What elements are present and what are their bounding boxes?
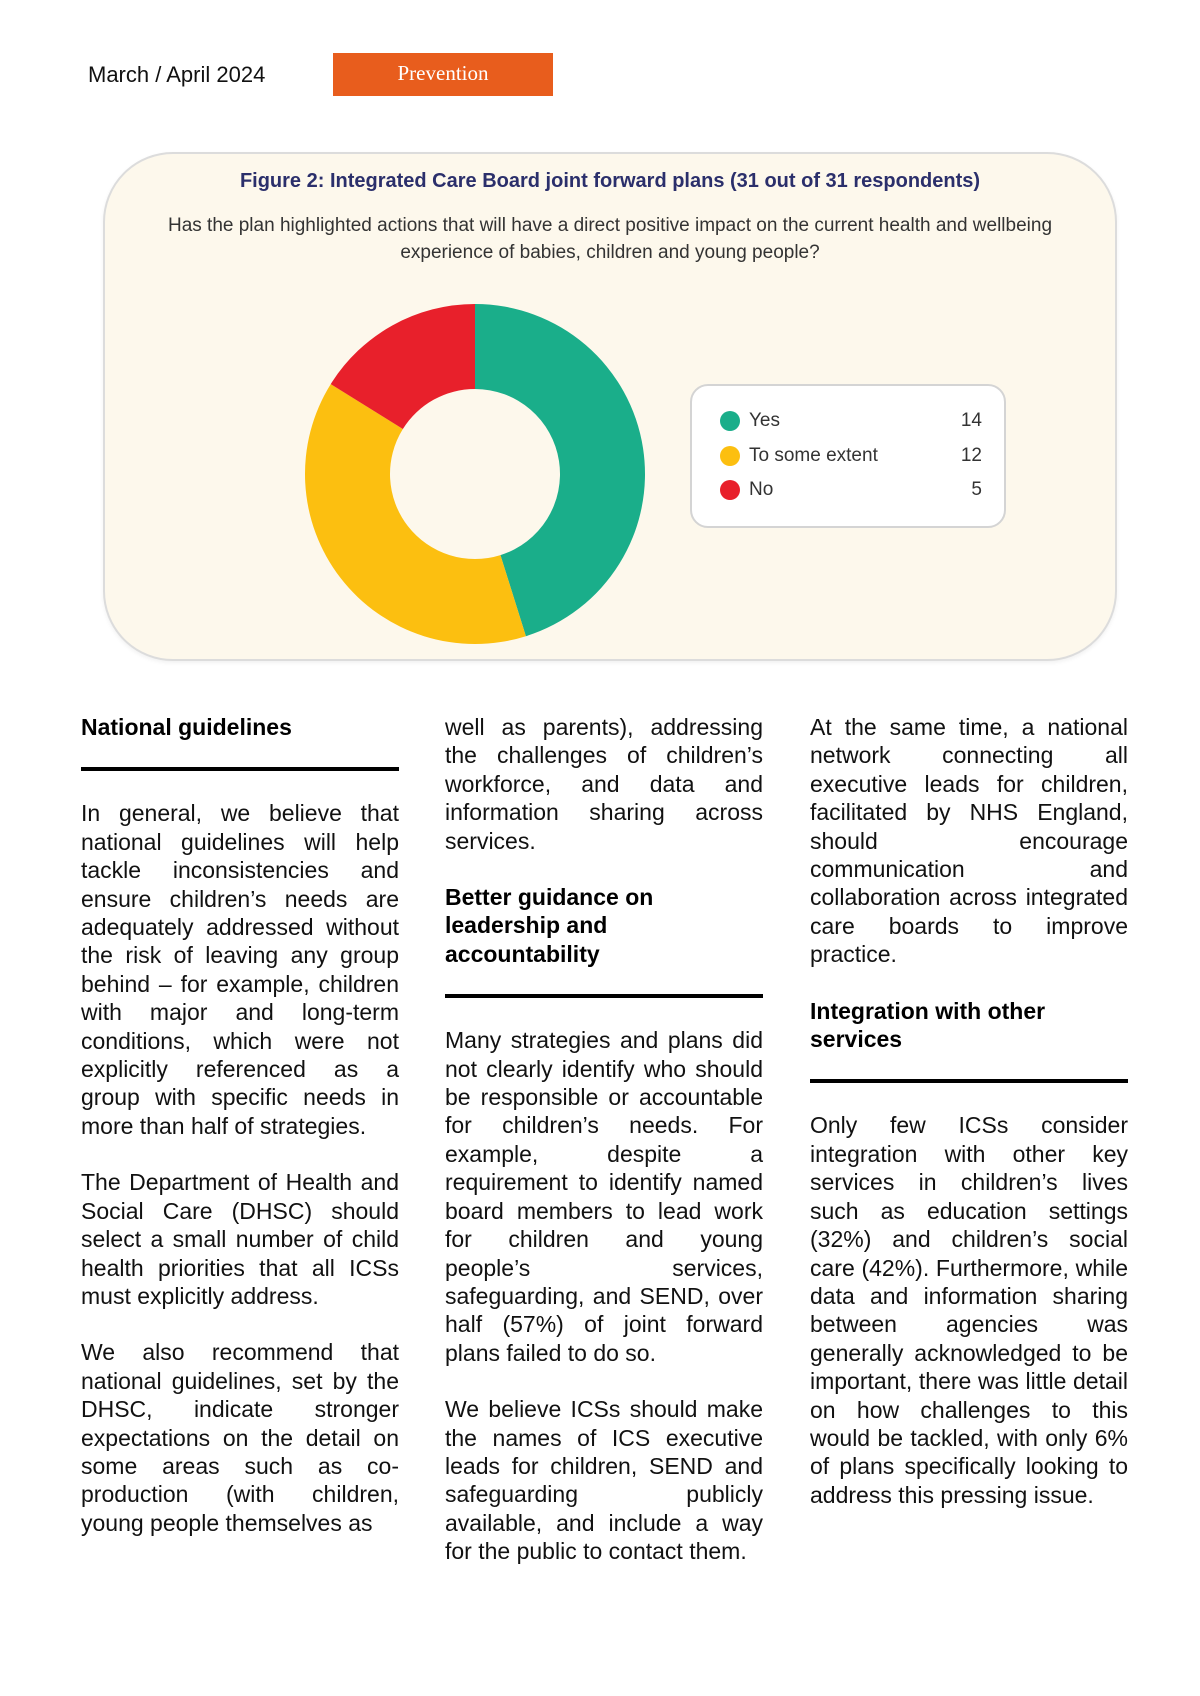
paragraph: The Department of Health and Social Care (DHSC) should select a small number of child health priorities that all ICSs must explicitly address. [81, 1169, 399, 1309]
heading-better-guidance: Better guidance on leadership and accountability [445, 884, 654, 967]
paragraph: In general, we believe that national guidelines will help tackle inconsistencies and ensure children’s needs are adequately addressed without the risk of leaving any group behind – for example, children with major and long-term conditions, which were not explicitly referenced as a group with specific needs in more than half of strategies. [81, 800, 399, 1139]
figure-question: Has the plan highlighted actions that will have a direct positive impact on the current health and wellbeing experience of babies, children and young people? [167, 215, 1053, 263]
donut-slice-to-some-extent [305, 384, 526, 644]
column-2 [445, 713, 763, 1594]
donut-chart [295, 294, 655, 654]
paragraph: We also recommend that national guidelines, set by the DHSC, indicate stronger expectations on the detail on some areas such as co-production (with children, young people themselves as [81, 1339, 399, 1536]
legend-swatch-no [720, 480, 740, 500]
legend-item-no [720, 475, 982, 505]
paragraph: Many strategies and plans did not clearly identify who should be responsible or accountable for children’s needs. For example, despite a requirement to identify named board members to lead work for children and young people’s services, safeguarding, and SEND, over half (57%) of joint forward plans failed to do so. [445, 1027, 763, 1366]
legend-swatch-yes [720, 411, 740, 431]
heading-integration: Integration with other services [810, 997, 1046, 1053]
paragraph: At the same time, a national network connecting all executive leads for children, facilitated by NHS England, should encourage communication and collaboration across integrated care boards to improve practice. [810, 714, 1128, 968]
legend-label: Yes [749, 410, 780, 431]
legend-value: 14 [960, 410, 982, 431]
heading-rule [445, 994, 763, 998]
paragraph: Only few ICSs consider integration with other key services in children’s lives such as education settings (32%) and children’s social care (42%). Furthermore, while data and information sharing between agencies was generally acknowledged to be important, there was little detail on how challenges to this would be tackled, with only 6% of plans specifically looking to address this pressing issue. [810, 1112, 1128, 1508]
heading-rule [81, 767, 399, 771]
column-3 [810, 713, 1128, 1537]
figure-card [103, 152, 1117, 661]
column-1 [81, 713, 399, 1565]
legend-item-to-some-extent [720, 441, 982, 471]
section-tag: Prevention [333, 53, 553, 96]
paragraph: well as parents), addressing the challenges of children’s workforce, and data and information sharing across services. [445, 714, 763, 854]
heading-national-guidelines: National guidelines [81, 714, 292, 740]
paragraph: We believe ICSs should make the names of ICS executive leads for children, SEND and safeguarding publicly available, and include a way for the public to contact them. [445, 1396, 763, 1565]
legend-label: To some extent [749, 445, 878, 466]
legend-value: 12 [960, 445, 982, 466]
issue-date: March / April 2024 [88, 62, 266, 87]
heading-rule [810, 1079, 1128, 1083]
figure-title: Figure 2: Integrated Care Board joint forward plans (31 out of 31 respondents) [239, 170, 981, 192]
legend-swatch-to-some-extent [720, 446, 740, 466]
chart-legend [690, 384, 1006, 528]
legend-label: No [749, 479, 774, 500]
legend-value: 5 [971, 479, 982, 500]
legend-item-yes [720, 406, 982, 436]
